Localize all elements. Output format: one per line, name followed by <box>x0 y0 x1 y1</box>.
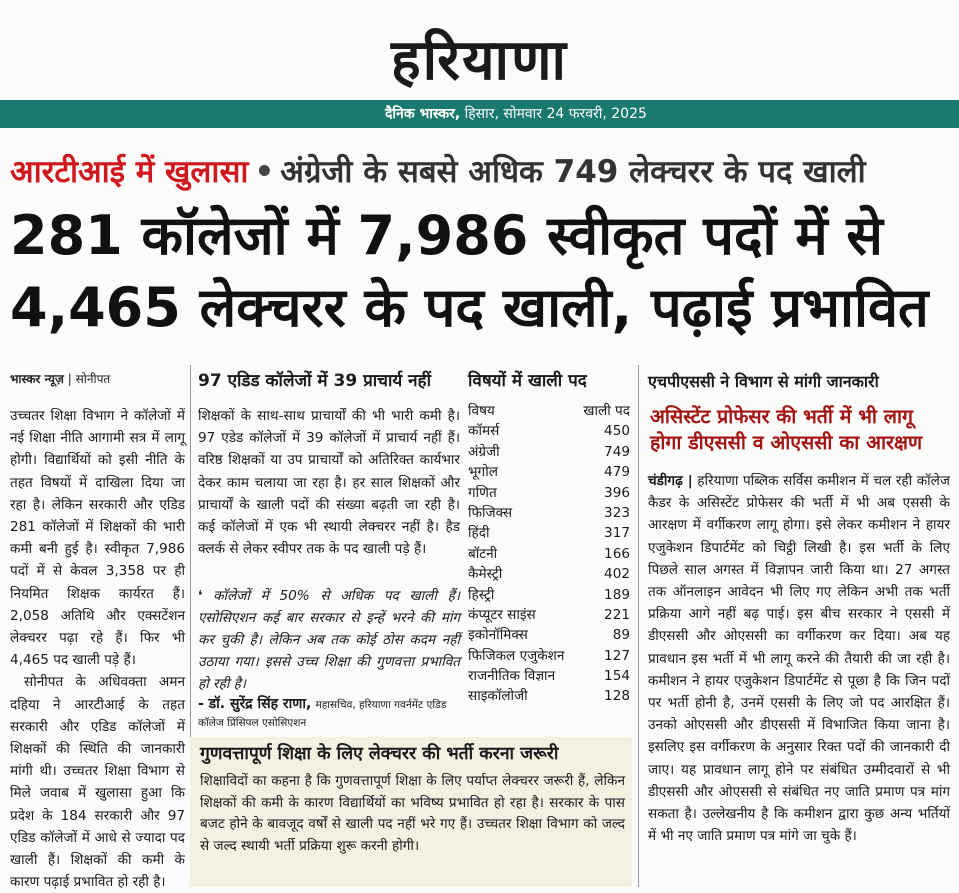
column-1 <box>10 405 185 893</box>
col1-para-1: उच्चतर शिक्षा विभाग ने कॉलेजों में नई शिक्षा नीति आगामी सत्र में लागू होगी। विद्यार्थियों को इसी नीति के तहत विषयों में दाखिला दिया जा रहा है। लेकिन सरकारी और एडिड 281 कॉलेजों में शिक्षकों की भारी कमी बनी हुई है। स्वीकृत 7,986 पदों में से केवल 3,358 पर ही नियमित शिक्षक कार्यरत हैं। 2,058 अतिथि और एक्सटेंशन लेक्चरर पढ़ा रहे हैं। फिर भी 4,465 पद खाली पड़े हैं। <box>10 408 185 669</box>
byline-agency: भास्कर न्यूज़ <box>10 372 64 386</box>
headline-line-2: 4,465 लेक्चरर के पद खाली, पढ़ाई प्रभावित <box>10 276 929 339</box>
subject-name: गणित <box>468 484 497 501</box>
vacant-count: 402 <box>604 566 630 583</box>
place-date: हिसार, सोमवार 24 फरवरी, 2025 <box>464 106 647 122</box>
bottom-box-text: शिक्षाविदों का कहना है कि गुणवत्तापूर्ण शिक्षा के लिए पर्याप्त लेक्चरर जरूरी हैं, लेकिन शिक्षकों की कमी के कारण विद्यार्थियों का भविष्य प्रभावित हो रहा है। सरकार के पास बजट होने के बावजूद वर्षों से खाली पद नहीं भरे गए हैं। उच्चतर शिक्षा विभाग को जल्द से जल्द स्थायी भर्ती प्रक्रिया शुरू करनी होगी। <box>200 773 625 854</box>
table-row <box>468 523 630 543</box>
table-header-row <box>468 401 630 421</box>
table-row <box>468 503 630 523</box>
section-title: हरियाणा <box>390 28 569 93</box>
column-divider <box>638 365 639 887</box>
table-row <box>468 646 630 666</box>
right-dateline: चंडीगढ़ | <box>648 473 693 489</box>
vacant-count: 127 <box>604 647 630 664</box>
col1-para-2: सोनीपत के अधिवक्ता अमन दहिया ने आरटीआई के तहत सरकारी और एडिड कॉलेजों में शिक्षकों की स्थिति की जानकारी मांगी थी। उच्चतर शिक्षा विभाग से मिले जवाब में खुलासा हुआ कि प्रदेश के 184 सरकारी और 97 एडिड कॉलेजों में आधे से ज्यादा पद खाली हैं। शिक्षकों की कमी के कारण पढ़ाई प्रभावित हो रही है। <box>10 674 185 891</box>
bottom-box-heading: गुणवत्तापूर्ण शिक्षा के लिए लेक्चरर की भर्ती करना जरूरी <box>200 744 559 764</box>
table-row <box>468 421 630 441</box>
vacancy-table <box>468 368 630 707</box>
vacant-count: 479 <box>604 464 630 481</box>
vacant-count: 450 <box>604 423 630 440</box>
table-header-vacant: खाली पद <box>583 403 630 419</box>
right-headline: असिस्टेंट प्रोफेसर की भर्ती में भी लागू होगा डीएससी व ओएससी का आरक्षण <box>650 405 923 454</box>
masthead <box>0 0 959 100</box>
kicker-dot: • <box>254 154 275 190</box>
vacant-count: 89 <box>612 627 630 644</box>
kicker <box>10 150 866 192</box>
table-header-subject: विषय <box>468 403 495 419</box>
table-body <box>468 421 630 706</box>
subject-name: कॉमर्स <box>468 423 500 440</box>
subject-name: इकोनॉमिक्स <box>468 627 528 644</box>
subject-name: बॉटनी <box>468 545 498 562</box>
subject-name: कंप्यूटर साइंस <box>468 606 536 623</box>
vacant-count: 317 <box>604 525 630 542</box>
quote-attribution <box>198 695 463 732</box>
byline-place: | सोनीपत <box>67 372 111 386</box>
vacant-count: 323 <box>604 504 630 521</box>
right-text: हरियाणा पब्लिक सर्विस कमीशन में चल रही कॉलेज कैडर के असिस्टेंट प्रोफेसर की भर्ती में भी अब एससी के आरक्षण में वर्गीकरण लागू होगा। इसे लेकर कमीशन ने हायर एजुकेशन डिपार्टमेंट को चिट्ठी लिखी है। इस भर्ती के लिए पिछले साल अगस्त में विज्ञापन जारी किया था। 27 अगस्त तक ऑनलाइन आवेदन भी लिए गए लेकिन अभी तक भर्ती प्रक्रिया आगे नहीं बढ़ पाई। इस बीच सरकार ने एससी में डीएससी और ओएससी का वर्गीकरण कर दिया। अब यह प्रावधान इस भर्ती में भी लागू करने की तैयारी की जा रही है। कमीशन ने हायर एजुकेशन डिपार्टमेंट से पूछा है कि जिन पदों पर भर्ती होनी है, उनमें एससी के लिए जो पद आरक्षित हैं। उनको ओएससी और डीएससी में विभाजित किया जाना है। इसलिए इस वर्गीकरण के अनुसार रिक्त पदों की जानकारी दी जाए। यह प्रावधान लागू होने पर संबंधित उम्मीदवारों से भी डीएससी और ओएससी से संबंधित नए जाति प्रमाण पत्र मांग सकता है। उल्लेखनीय है कि कमीशन द्वारा कुछ अन्य भर्तियों में भी नए जाति प्रमाण पत्र मांगे जा चुके हैं। <box>648 473 950 845</box>
table-row <box>468 666 630 686</box>
table-row <box>468 686 630 706</box>
vacant-count: 154 <box>604 668 630 685</box>
kicker-rest: अंग्रेजी के सबसे अधिक 749 लेक्चरर के पद खाली <box>280 154 866 190</box>
table-row <box>468 585 630 605</box>
vacant-count: 128 <box>604 688 630 705</box>
column-2 <box>198 405 460 560</box>
subject-name: भूगोल <box>468 464 498 481</box>
kicker-red: आरटीआई में खुलासा <box>10 154 249 190</box>
vacant-count: 221 <box>604 606 630 623</box>
table-row <box>468 442 630 462</box>
quote-name: - डॉ. सुरेंद्र सिंह राणा, <box>198 696 312 712</box>
subject-name: राजनीतिक विज्ञान <box>468 668 556 685</box>
bottom-box <box>190 737 632 887</box>
right-column <box>648 470 950 847</box>
subject-name: साइकॉलोजी <box>468 688 528 705</box>
table-title: विषयों में खाली पद <box>468 371 587 391</box>
col2-subhead: 97 एडिड कॉलेजों में 39 प्राचार्य नहीं <box>198 371 431 391</box>
main-headline <box>10 200 930 344</box>
quote-role: महासचिव, हरियाणा गवर्नमेंट एडिड कॉलेज प्रिंसिपल एसोसिएशन <box>198 699 447 729</box>
vacant-count: 189 <box>604 586 630 603</box>
table-row <box>468 462 630 482</box>
paper-name: दैनिक भास्कर, <box>385 106 461 122</box>
headline-line-1: 281 कॉलेजों में 7,986 स्वीकृत पदों में से <box>10 204 883 267</box>
subject-name: फिजिक्स <box>468 504 513 521</box>
subject-name: हिंदी <box>468 525 490 542</box>
pull-quote: ❛ कॉलेजों में 50% से अधिक पद खाली हैं। एसोसिएशन कई बार सरकार से इन्हें भरने की मांग कर चुकी है। लेकिन अब तक कोई ठोस कदम नहीं उठाया गया। इससे उच्च शिक्षा की गुणवत्ता प्रभावित हो रही है। <box>198 588 460 692</box>
table-row <box>468 625 630 645</box>
table-row <box>468 605 630 625</box>
subject-name: फिजिकल एजुकेशन <box>468 647 565 664</box>
subject-name: अंग्रेजी <box>468 443 500 460</box>
table-row <box>468 564 630 584</box>
vacant-count: 749 <box>604 443 630 460</box>
col2-text: शिक्षकों के साथ-साथ प्राचार्यों की भी भारी कमी है। 97 एडेड कॉलेजों में 39 कॉलेजों में प्राचार्य नहीं हैं। वरिष्ठ शिक्षकों या उप प्राचार्यों को अतिरिक्त कार्यभार देकर काम चलाया जा रहा है। हर साल शिक्षकों और प्राचार्यों के खाली पदों की संख्या बढ़ती जा रही है। कई कॉलेजों में एक भी स्थायी लेक्चरर नहीं है। हैड क्लर्क से लेकर स्वीपर तक के पद खाली पड़े हैं। <box>198 408 460 558</box>
subject-name: हिस्ट्री <box>468 586 495 603</box>
table-row <box>468 483 630 503</box>
right-subhead: एचपीएससी ने विभाग से मांगी जानकारी <box>648 372 879 391</box>
vacant-count: 396 <box>604 484 630 501</box>
table-row <box>468 544 630 564</box>
dateline-strip <box>0 100 959 128</box>
byline <box>10 370 110 387</box>
subject-name: कैमेस्ट्री <box>468 566 503 583</box>
vacant-count: 166 <box>604 545 630 562</box>
